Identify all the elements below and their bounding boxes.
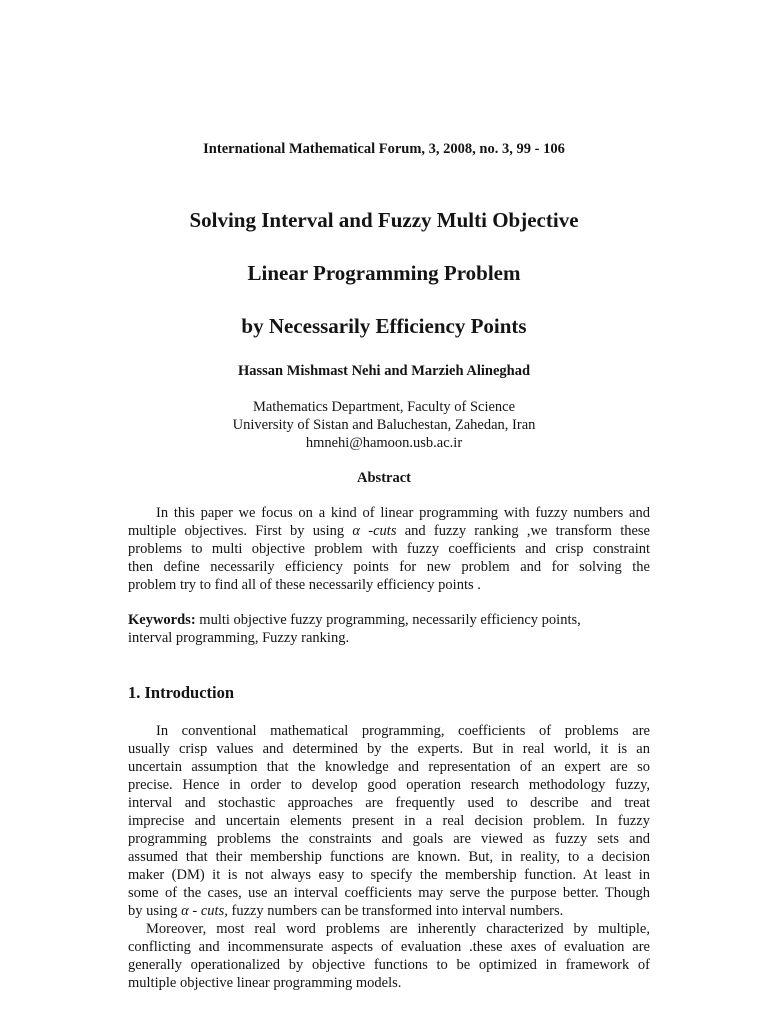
keywords-block [128,611,650,647]
introduction-text [128,722,650,992]
intro-text-fragment: by using [128,903,182,919]
intro-line: imprecise and uncertain elements present in a real decision problem. In fuzzy [128,813,650,829]
intro-line: usually crisp values and determined by the experts. But in real world, it is an [128,741,650,757]
paper-title-line-2: Linear Programming Problem [247,261,521,285]
intro-line: precise. Hence in order to develop good operation research methodology fuzzy, [128,777,650,793]
keywords-label: Keywords: [128,612,196,628]
paper-title-line-3: by Necessarily Efficiency Points [241,314,527,338]
abstract-heading: Abstract [357,470,411,486]
intro-line: interval and stochastic approaches are frequently used to describe and treat [128,795,650,811]
intro-line: conflicting and incommensurate aspects of evaluation .these axes of evaluation are [128,939,650,955]
keywords-line: interval programming, Fuzzy ranking. [128,630,350,646]
intro-line: assumed that their membership functions are known. But, in reality, to a decision [128,849,650,865]
intro-line: programming problems the constraints and goals are viewed as fuzzy sets and [128,831,650,847]
alpha-symbol: α [352,523,361,539]
author-email: hmnehi@hamoon.usb.ac.ir [305,435,463,451]
alpha-symbol: α [181,903,189,919]
intro-line: some of the cases, use an interval coefficients may serve the purpose better. Though [128,885,650,901]
abstract-line: problem try to find all of these necessarily efficiency points . [128,577,481,593]
abstract-text-fragment: and fuzzy ranking ,we transform these [396,523,650,539]
intro-line: multiple objective linear programming models. [128,975,402,991]
abstract-line: problems to multi objective problem with fuzzy coefficients and crisp constraint [128,541,650,557]
journal-citation: International Mathematical Forum, 3, 2008, no. 3, 99 - 106 [203,141,565,157]
abstract-text [128,504,650,594]
affiliation-block [0,398,768,452]
abstract-line: then define necessarily efficiency points for new problem and for solving the [128,559,650,575]
abstract-line [128,522,650,540]
paper-title-line-1: Solving Interval and Fuzzy Multi Objective [189,208,579,232]
keywords-line [128,611,650,629]
abstract-line: In this paper we focus on a kind of linear programming with fuzzy numbers and [156,505,650,521]
author-names: Hassan Mishmast Nehi and Marzieh Alineghad [237,363,531,379]
affiliation-university: University of Sistan and Baluchestan, Zahedan, Iran [232,417,536,433]
intro-line: Moreover, most real word problems are inherently characterized by multiple, [146,921,650,937]
section-heading-introduction: 1. Introduction [128,683,235,702]
intro-line: uncertain assumption that the knowledge and representation of an expert are so [128,759,650,775]
intro-line: generally operationalized by objective functions to be optimized in framework of [128,957,650,973]
keywords-text: multi objective fuzzy programming, necessarily efficiency points, [195,612,581,628]
intro-text-fragment: , fuzzy numbers can be transformed into interval numbers. [224,903,564,919]
affiliation-department: Mathematics Department, Faculty of Science [252,399,516,415]
cuts-term: -cuts [360,523,397,539]
cuts-term: - cuts [188,903,225,919]
intro-line: In conventional mathematical programming, coefficients of problems are [156,723,650,739]
intro-line [128,902,650,920]
abstract-text-fragment: multiple objectives. First by using [128,523,353,539]
intro-line: maker (DM) it is not always easy to specify the membership function. At least in [128,867,650,883]
